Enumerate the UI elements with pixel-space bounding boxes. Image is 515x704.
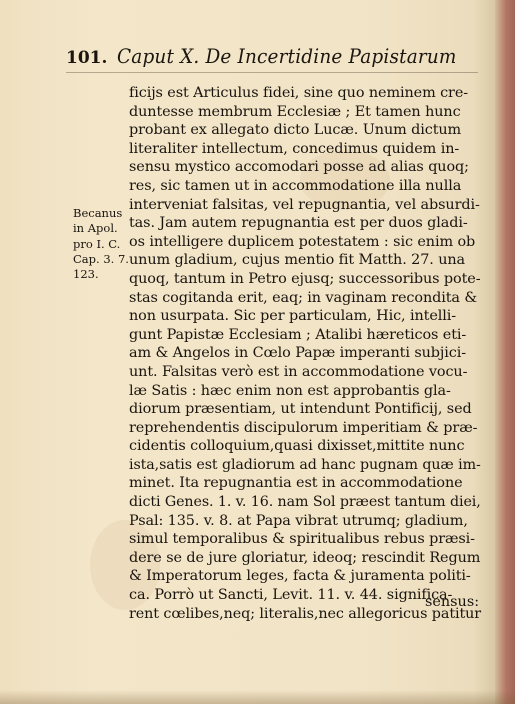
chapter-title: Caput X. De Incertidine Papistarum <box>117 44 457 68</box>
text-line: non usurpata. Sic per particulam, Hic, intelli- <box>129 308 457 325</box>
catchword: sensus: <box>425 594 480 610</box>
text-line: interveniat falsitas, vel repugnantia, vel absurdi- <box>129 196 480 213</box>
page-number: 101. <box>66 48 108 68</box>
margin-note-line: in Apol. <box>73 221 118 236</box>
text-line: literaliter intellectum, concedimus quidem in- <box>129 140 460 157</box>
margin-note-line: pro I. C. <box>73 236 121 251</box>
text-line: & Imperatorum leges, facta & juramenta politi- <box>129 568 471 585</box>
header-rule <box>66 72 478 73</box>
text-line: am & Angelos in Cœlo Papæ imperanti subjici- <box>129 345 466 362</box>
margin-note <box>73 206 129 282</box>
text-line: probant ex allegato dicto Lucæ. Unum dictum <box>129 122 462 139</box>
text-line: duntesse membrum Ecclesiæ ; Et tamen hunc <box>129 103 461 120</box>
text-line: minet. Ita repugnantia est in accommodatione <box>129 475 463 492</box>
text-line: ista,satis est gladiorum ad hanc pugnam quæ im- <box>129 456 481 473</box>
text-line: cidentis colloquium,quasi dixisset,mittite nunc <box>129 438 465 455</box>
text-line: diorum præsentiam, ut intendunt Pontificij, sed <box>129 401 472 418</box>
page-edge-binding <box>495 0 515 704</box>
margin-note-line: Becanus <box>73 206 123 220</box>
margin-note-line: Cap. 3. 7. <box>73 251 129 266</box>
text-line: unum gladium, cujus mentio fit Matth. 27. una <box>129 252 466 269</box>
text-line: reprehendentis discipulorum imperitiam & præ- <box>129 419 478 436</box>
page-edge-shadow <box>0 690 515 704</box>
text-line: Psal: 135. v. 8. at Papa vibrat utrumq; gladium, <box>129 512 468 529</box>
body-text <box>129 84 481 623</box>
text-line: unt. Falsitas verò est in accommodatione vocu- <box>129 363 468 380</box>
text-line: dere se de jure gloriatur, ideoq; rescindit Regum <box>129 549 481 566</box>
text-line: sensu mystico accomodari posse ad alias quoq; <box>129 159 469 176</box>
text-line: stas cogitanda erit, eaq; in vaginam recondita & <box>129 289 478 306</box>
text-line: os intelligere duplicem potestatem : sic enim ob <box>129 233 476 250</box>
margin-note-line: 123. <box>73 267 99 282</box>
text-line: ca. Porrò ut Sancti, Levit. 11. v. 44. significa- <box>129 587 453 604</box>
text-line: rent cœlibes,neq; literalis,nec allegoricus patitur <box>129 605 482 622</box>
text-line: gunt Papistæ Ecclesiam ; Atalibi hæreticos eti- <box>129 326 467 343</box>
text-line: simul temporalibus & spiritualibus rebus præsi- <box>129 531 475 548</box>
text-line: ficijs est Articulus fidei, sine quo neminem cre- <box>129 85 469 101</box>
text-line: dicti Genes. 1. v. 16. nam Sol præest tantum diei, <box>129 494 481 511</box>
text-line: quoq, tantum in Petro ejusq; successoribus pote- <box>129 270 481 287</box>
text-line: tas. Jam autem repugnantia est per duos gladi- <box>129 215 468 232</box>
text-line: res, sic tamen ut in accommodatione illa nulla <box>129 177 462 194</box>
running-head <box>66 44 486 68</box>
text-line: læ Satis : hæc enim non est approbantis gla- <box>129 382 451 399</box>
